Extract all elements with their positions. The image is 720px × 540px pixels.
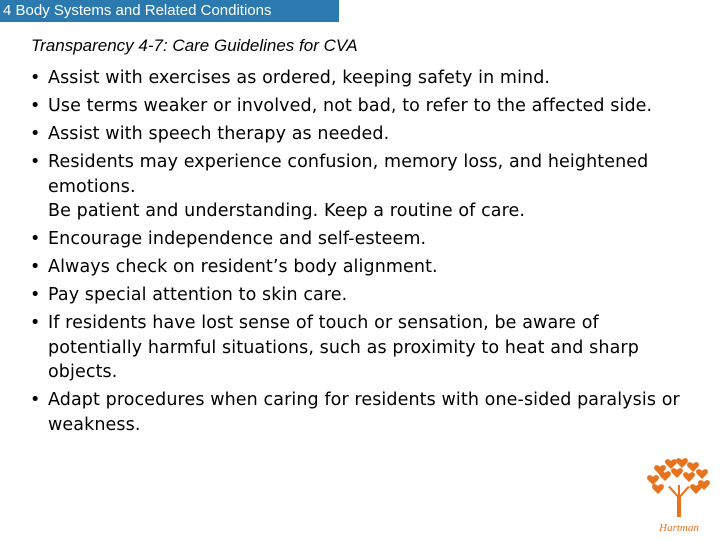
slide-title: Transparency 4-7: Care Guidelines for CVA bbox=[31, 36, 358, 55]
list-item-continuation: Be patient and understanding. Keep a routine of care. bbox=[48, 201, 526, 221]
list-item: • Adapt procedures when caring for residents with one-sided paralysis or weakness. bbox=[30, 388, 690, 437]
list-item: • If residents have lost sense of touch or sensation, be aware of potentially harmful situations, such as proximity to heat and sharp objects. bbox=[30, 311, 690, 385]
list-item: • Residents may experience confusion, memory loss, and heightened emotions. Be patient and understanding. Keep a routine of care. bbox=[30, 150, 690, 224]
list-item: • Use terms weaker or involved, not bad, to refer to the affected side. bbox=[30, 94, 690, 119]
list-item: • Assist with exercises as ordered, keeping safety in mind. bbox=[30, 66, 690, 91]
header-title: 4 Body Systems and Related Conditions bbox=[3, 2, 272, 19]
header-bar bbox=[0, 0, 339, 22]
heart-tree-icon bbox=[644, 455, 714, 535]
list-item: • Encourage independence and self-esteem. bbox=[30, 227, 690, 252]
list-item: • Assist with speech therapy as needed. bbox=[30, 122, 690, 147]
hartman-logo bbox=[644, 455, 714, 535]
list-item: • Pay special attention to skin care. bbox=[30, 283, 690, 308]
bullet-list bbox=[30, 66, 690, 441]
list-item: • Always check on resident’s body alignment. bbox=[30, 255, 690, 280]
logo-text: Hartman bbox=[659, 522, 699, 534]
